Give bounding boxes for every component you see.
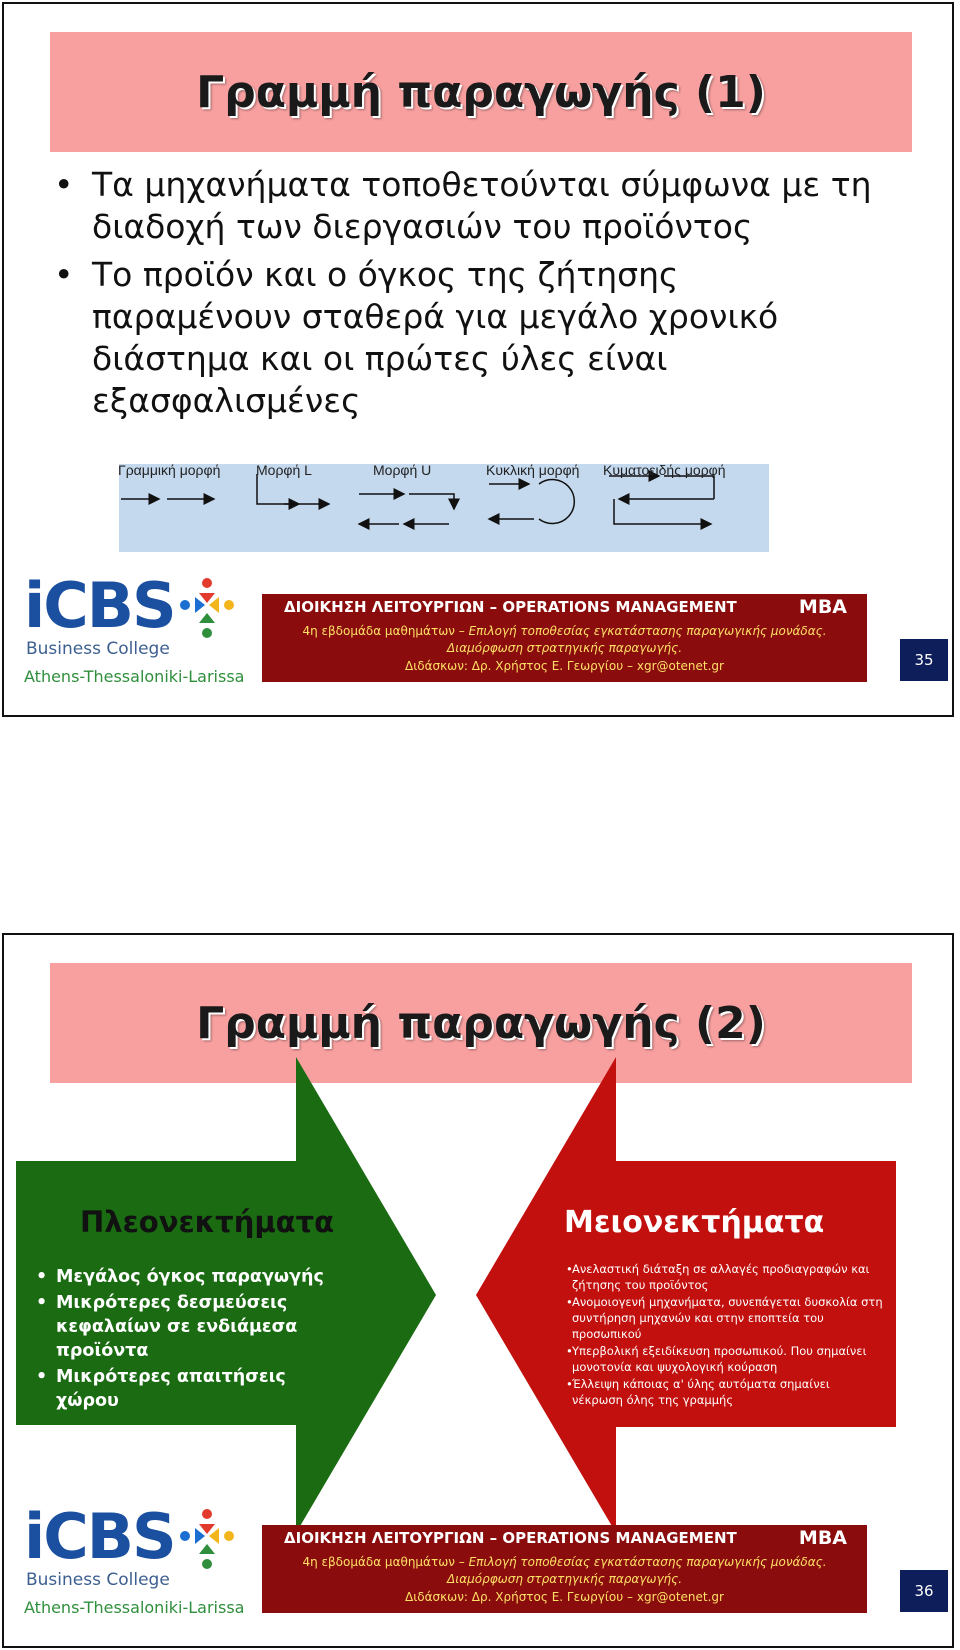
disadvantage-item: • Έλλειψη κάποιας α' ύλης αυτόματα σημαίνει νέκρωση όλης της γραμμής: [566, 1376, 884, 1408]
slide-title: Γραμμή παραγωγής (2): [196, 997, 766, 1049]
logo-wordmark: iCBS: [24, 569, 175, 642]
icbs-logo: [22, 569, 245, 689]
instructor-line: Διδάσκων: Δρ. Χρήστος Ε. Γεωργίου – xgr@otenet.gr: [404, 659, 724, 673]
course-banner: [262, 1525, 867, 1613]
advantage-item: • Μεγάλος όγκος παραγωγής: [36, 1265, 336, 1289]
label-linear: Γραμμική μορφή: [118, 462, 221, 478]
logo-wordmark: iCBS: [24, 1500, 175, 1573]
disadvantage-item: • Ανελαστική διάταξη σε αλλαγές προδιαγραφών και ζήτησης του προϊόντος: [566, 1261, 884, 1293]
logo-cities: Athens-Thessaloniki-Larissa: [24, 667, 245, 686]
week-label: 4η εβδομάδα μαθημάτων: [302, 624, 455, 638]
logo-people-icon: [177, 575, 237, 645]
label-wave: Κυματοειδής μορφή: [603, 462, 726, 478]
wave-turn-1: [664, 476, 714, 499]
advantages-list: [36, 1265, 336, 1415]
l-shape-arrow: [257, 474, 299, 504]
label-circular: Κυκλική μορφή: [486, 462, 580, 478]
topic-line-2: Διαμόρφωση στρατηγικής παραγωγής.: [446, 641, 683, 655]
advantage-item: • Μικρότερες απαιτήσεις χώρου: [36, 1365, 336, 1413]
program-label: MBA: [798, 1527, 847, 1549]
week-label: 4η εβδομάδα μαθημάτων: [302, 1555, 455, 1569]
topic-label: Επιλογή τοποθεσίας εγκατάστασης παραγωγικής μονάδας.: [468, 624, 827, 638]
circular-arc: [539, 480, 574, 524]
slide-title: Γραμμή παραγωγής (1): [196, 66, 766, 118]
topic-line-2: Διαμόρφωση στρατηγικής παραγωγής.: [446, 1572, 683, 1586]
wave-turn-2: [614, 499, 659, 524]
disadvantages-list: [566, 1261, 884, 1409]
advantages-title: Πλεονεκτήματα: [80, 1205, 335, 1239]
label-u-shape: Μορφή U: [373, 462, 432, 478]
week-line: 4η εβδομάδα μαθημάτων – Επιλογή τοποθεσίας εγκατάστασης παραγωγικής μονάδας.: [302, 624, 827, 638]
disadvantages-title: Μειονεκτήματα: [564, 1205, 825, 1240]
slide-36: [2, 933, 954, 1648]
instructor-line: Διδάσκων: Δρ. Χρήστος Ε. Γεωργίου – xgr@otenet.gr: [404, 1590, 724, 1604]
topic-label: Επιλογή τοποθεσίας εγκατάστασης παραγωγικής μονάδας.: [468, 1555, 827, 1569]
program-label: MBA: [798, 596, 847, 618]
bullet-item: • Τα μηχανήματα τοποθετούνται σύμφωνα με τη διαδοχή των διεργασιών του προϊόντος: [54, 164, 884, 248]
bullet-item: • Το προϊόν και ο όγκος της ζήτησης παραμένουν σταθερά για μεγάλο χρονικό διάστημα και οι πρώτες ύλες είναι εξασφαλισμένες: [54, 254, 884, 422]
logo-cities: Athens-Thessaloniki-Larissa: [24, 1598, 245, 1617]
page-number: 36: [900, 1570, 948, 1612]
course-banner: [262, 594, 867, 682]
title-bar: [50, 32, 912, 152]
logo-subtitle: Business College: [26, 639, 170, 659]
course-title: ΔΙΟΙΚΗΣΗ ΛΕΙΤΟΥΡΓΙΩΝ – OPERATIONS MANAGEMENT: [284, 1529, 737, 1547]
logo-subtitle: Business College: [26, 1570, 170, 1590]
advantage-item: • Μικρότερες δεσμεύσεις κεφαλαίων σε ενδιάμεσα προϊόντα: [36, 1291, 336, 1363]
bullet-list: [54, 164, 884, 428]
disadvantage-item: • Ανομοιογενή μηχανήματα, συνεπάγεται δυσκολία στη συντήρηση μηχανών και στην εποπτεία του προσωπικού: [566, 1294, 884, 1342]
logo-people-icon: [177, 1506, 237, 1576]
slide-35: [2, 2, 954, 717]
course-title: ΔΙΟΙΚΗΣΗ ΛΕΙΤΟΥΡΓΙΩΝ – OPERATIONS MANAGEMENT: [284, 598, 737, 616]
page-number: 35: [900, 639, 948, 681]
u-shape-corner: [409, 494, 454, 509]
icbs-logo: [22, 1500, 245, 1620]
disadvantage-item: • Υπερβολική εξειδίκευση προσωπικού. Που σημαίνει μονοτονία και ψυχολογική κούραση: [566, 1343, 884, 1375]
label-l-shape: Μορφή L: [256, 462, 312, 478]
week-line: 4η εβδομάδα μαθημάτων – Επιλογή τοποθεσίας εγκατάστασης παραγωγικής μονάδας.: [302, 1555, 827, 1569]
